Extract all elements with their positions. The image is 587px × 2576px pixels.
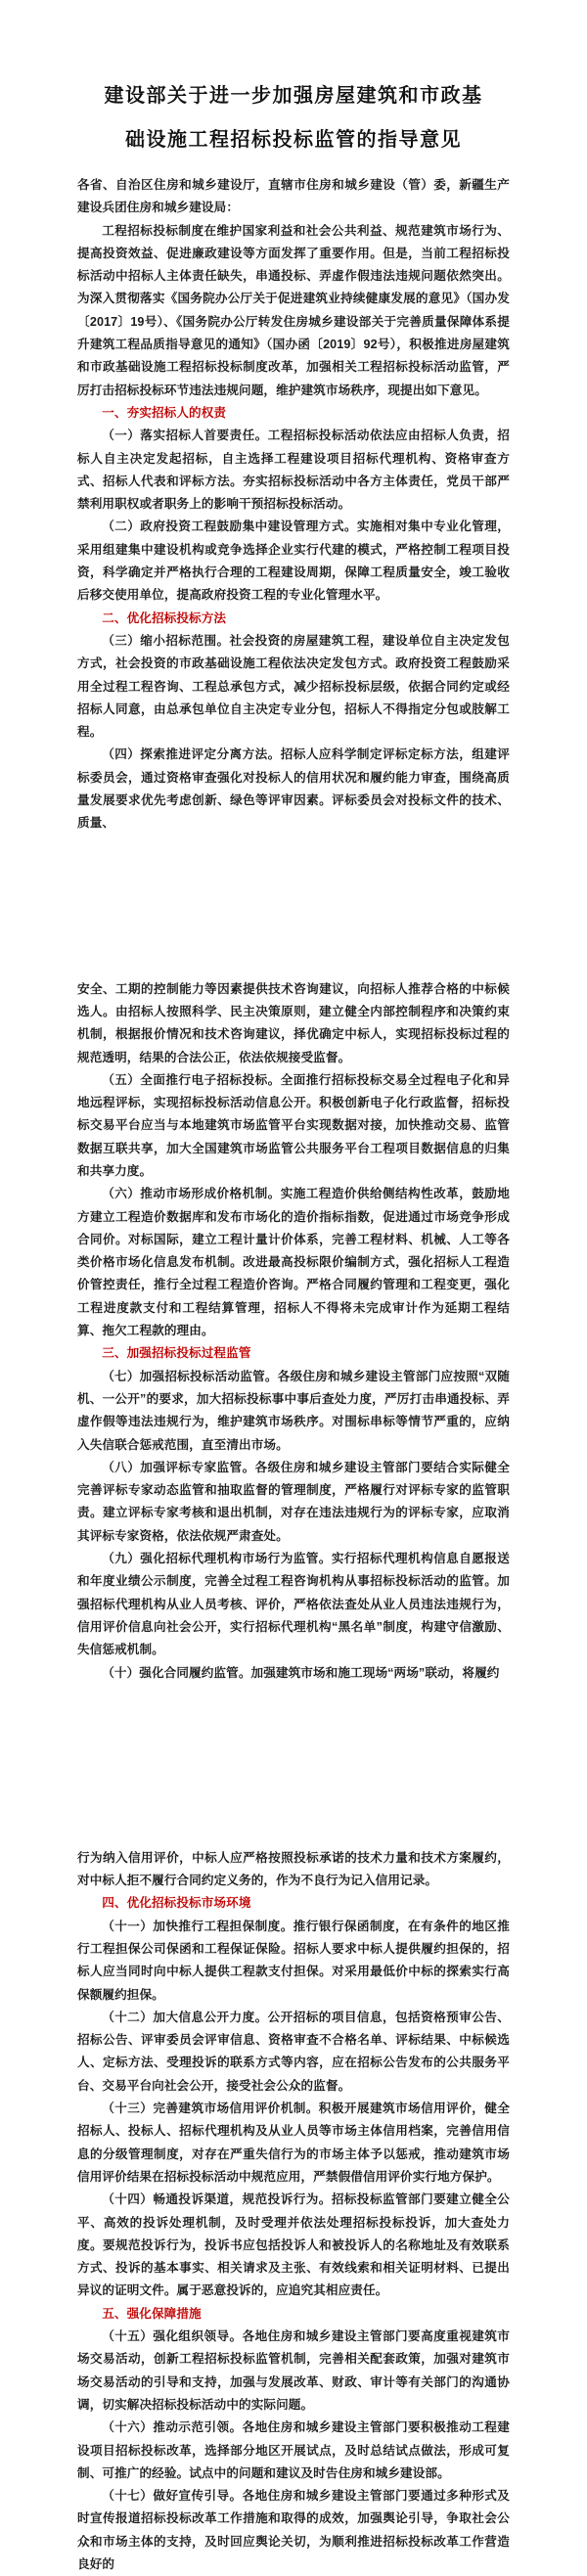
doc-paragraph: 行为纳入信用评价，中标人应严格按照投标承诺的技术力量和技术方案履约，对中标人拒不履行合同约定义务的，作为不良行为记入信用记录。	[77, 1850, 510, 1888]
doc-title	[77, 74, 510, 162]
doc-paragraph: （二）政府投资工程鼓励集中建设管理方式。实施相对集中专业化管理，采用组建集中建设机构或竞争选择企业实行代建的模式，严格控制工程项目投资，科学确定并严格执行合理的工程建设周期，保障工程质量安全，竣工验收后移交使用单位，提高政府投资工程的专业化管理水平。	[77, 520, 510, 603]
doc-paragraph: 各省、自治区住房和城乡建设厅，直辖市住房和城乡建设（管）委，新疆生产建设兵团住房和城乡建设局：	[77, 178, 510, 215]
doc-title-line-1: 建设部关于进一步加强房屋建筑和市政基	[104, 85, 483, 107]
doc-paragraph: （十七）做好宣传引导。各地住房和城乡建设主管部门要通过多种形式及时宣传报道招标投标改革工作措施和取得的成效，加强舆论引导，争取社会公众和市场主体的支持，及时回应舆论关切，为顺利推进招标投标改革工作营造良好的	[77, 2489, 510, 2572]
doc-paragraph: （四）探索推进评定分离方法。招标人应科学制定评标定标方法，组建评标委员会，通过资格审查强化对投标人的信用状况和履约能力审查，围绕高质量发展要求优先考虑创新、绿色等评审因素。评标委员会对投标文件的技术、质量、	[77, 747, 510, 831]
doc-paragraph: （五）全面推行电子招标投标。全面推行招标投标交易全过程电子化和异地远程评标，实现招标投标活动信息公开。积极创新电子化行政监督，招标投标交易平台应当与本地建筑市场监管平台实现数据对接，加快推动交易、监管数据互联共享，加大全国建筑市场监管公共服务平台工程项目数据信息的归集和共享力度。	[77, 1072, 510, 1178]
section-heading: 四、优化招标投标市场环境	[102, 1896, 251, 1911]
section-heading: 二、优化招标投标方法	[102, 610, 227, 625]
doc-paragraph: （十四）畅通投诉渠道，规范投诉行为。招标投标监管部门要建立健全公平、高效的投诉处理机制，及时受理并依法处理招标投标投诉，加大查处力度。要规范投诉行为，投诉书应包括投诉人和被投诉人的名称地址及有效联系方式、投诉的基本事实、相关请求及主张、有效线索和相关证明材料、已提出异议的证明文件。属于恶意投诉的，应追究其相应责任。	[77, 2192, 510, 2298]
doc-title-line-2: 础设施工程招标投标监管的指导意见	[125, 129, 462, 151]
doc-paragraph: （八）加强评标专家监管。各级住房和城乡建设主管部门要结合实际健全完善评标专家动态监管和抽取监督的管理制度，严格履行对评标专家的监管职责。建立评标专家考核和退出机制，对存在违法违规行为的评标专家，应取消其评标专家资格，依法依规严肃查处。	[77, 1460, 510, 1543]
doc-paragraph: （十六）推动示范引领。各地住房和城乡建设主管部门要积极推动工程建设项目招标投标改革，选择部分地区开展试点，及时总结试点做法，形成可复制、可推广的经验。试点中的问题和建议及时告住房和城乡建设部。	[77, 2420, 510, 2480]
doc-paragraph: （七）加强招标投标活动监管。各级住房和城乡建设主管部门应按照“双随机、一公开”的要求，加大招标投标事中事后查处力度，严厉打击串通投标、弄虚作假等违法违规行为，维护建筑市场秩序。对围标串标等情节严重的，应纳入失信联合惩戒范围，直至清出市场。	[77, 1369, 510, 1452]
doc-paragraph: （十三）完善建筑市场信用评价机制。积极开展建筑市场信用评价，健全招标人、投标人、招标代理机构及从业人员等市场主体信用档案，完善信用信息的分级管理制度，对存在严重失信行为的市场主体予以惩戒，推动建筑市场信用评价结果在招标投标活动中规范应用，严禁假借信用评价实行地方保护。	[77, 2101, 510, 2184]
page-gap	[77, 836, 510, 978]
doc-paragraph: 安全、工期的控制能力等因素提供技术咨询建议，向招标人推荐合格的中标候选人。由招标人按照科学、民主决策原则，建立健全内部控制程序和决策约束机制，根据报价情况和技术咨询建议，择优确定中标人，实现招标投标过程的规范透明，结果的合法公正，依法依规接受监督。	[77, 981, 510, 1064]
section-heading: 一、夯实招标人的权责	[102, 405, 227, 420]
section-heading: 五、强化保障措施	[102, 2306, 202, 2321]
section-heading: 三、加强招标投标过程监管	[102, 1346, 251, 1361]
doc-paragraph: 工程招标投标制度在维护国家利益和社会公共利益、规范建筑市场行为、提高投资效益、促进廉政建设等方面发挥了重要作用。但是，当前工程招标投标活动中招标人主体责任缺失，串通投标、弄虚作假违法违规问题依然突出。为深入贯彻落实《国务院办公厅关于促进建筑业持续健康发展的意见》（国办发〔2017〕19号）、《国务院办公厅转发住房城乡建设部关于完善质量保障体系提升建筑工程品质指导意见的通知》（国办函〔2019〕92号），积极推进房屋建筑和市政基础设施工程招标投标制度改革，加强相关工程招标投标活动监管，严厉打击招标投标环节违法违规问题，维护建筑市场秩序，现提出如下意见。	[77, 223, 510, 397]
doc-paragraph: （十一）加快推行工程担保制度。推行银行保函制度，在有条件的地区推行工程担保公司保函和工程保证保险。招标人要求中标人提供履约担保的，招标人应当同时向中标人提供工程款支付担保。对采用最低价中标的探索实行高保额履约担保。	[77, 1919, 510, 2002]
doc-paragraph: （三）缩小招标范围。社会投资的房屋建筑工程，建设单位自主决定发包方式，社会投资的市政基础设施工程依法决定发包方式。政府投资工程鼓励采用全过程工程咨询、工程总承包方式，减少招标投标层级，依据合同约定或经招标人同意，由总承包单位自主决定专业分包，招标人不得指定分包或肢解工程。	[77, 633, 510, 740]
doc-paragraph: （十二）加大信息公开力度。公开招标的项目信息，包括资格预审公告、招标公告、评审委员会评审信息、资格审查不合格名单、评标结果、中标候选人、定标方法、受理投诉的联系方式等内容，应在招标公告发布的公共服务平台、交易平台向社会公开，接受社会公众的监督。	[77, 2010, 510, 2093]
doc-paragraph: （一）落实招标人首要责任。工程招标投标活动依法应由招标人负责，招标人自主决定发起招标，自主选择工程建设项目招标代理机构、资格审查方式、招标人代表和评标方法。夯实招标投标活动中各方主体责任，党员干部严禁利用职权或者职务上的影响干预招标投标活动。	[77, 429, 510, 512]
document-body	[77, 174, 510, 2576]
doc-paragraph: （六）推动市场形成价格机制。实施工程造价供给侧结构性改革，鼓励地方建立工程造价数据库和发布市场化的造价指标指数，促进通过市场竞争形成合同价。对标国际，建立工程计量计价体系，完善工程材料、机械、人工等各类价格市场化信息发布机制。改进最高投标限价编制方式，强化招标人工程造价管控责任，推行全过程工程造价咨询。严格合同履约管理和工程变更，强化工程进度款支付和工程结算管理，招标人不得将未完成审计作为延期工程结算、拖欠工程款的理由。	[77, 1187, 510, 1338]
doc-paragraph: （九）强化招标代理机构市场行为监管。实行招标代理机构信息自愿报送和年度业绩公示制度，完善全过程工程咨询机构从事招标投标活动的监管。加强招标代理机构从业人员考核、评价，严格依法查处从业人员违法违规行为，信用评价信息向社会公开，实行招标代理机构“黑名单”制度，构建守信激励、失信惩戒机制。	[77, 1552, 510, 1657]
doc-paragraph: （十五）强化组织领导。各地住房和城乡建设主管部门要高度重视建筑市场交易活动，创新工程招标投标监管机制，完善相关配套政策，加强对建筑市场交易活动的引导和支持，加强与发展改革、财政、审计等有关部门的沟通协调，切实解决招标投标活动中的实际问题。	[77, 2329, 510, 2412]
doc-paragraph: （十）强化合同履约监管。加强建筑市场和施工现场“两场”联动，将履约	[102, 1665, 500, 1680]
page-gap	[77, 1685, 510, 1847]
